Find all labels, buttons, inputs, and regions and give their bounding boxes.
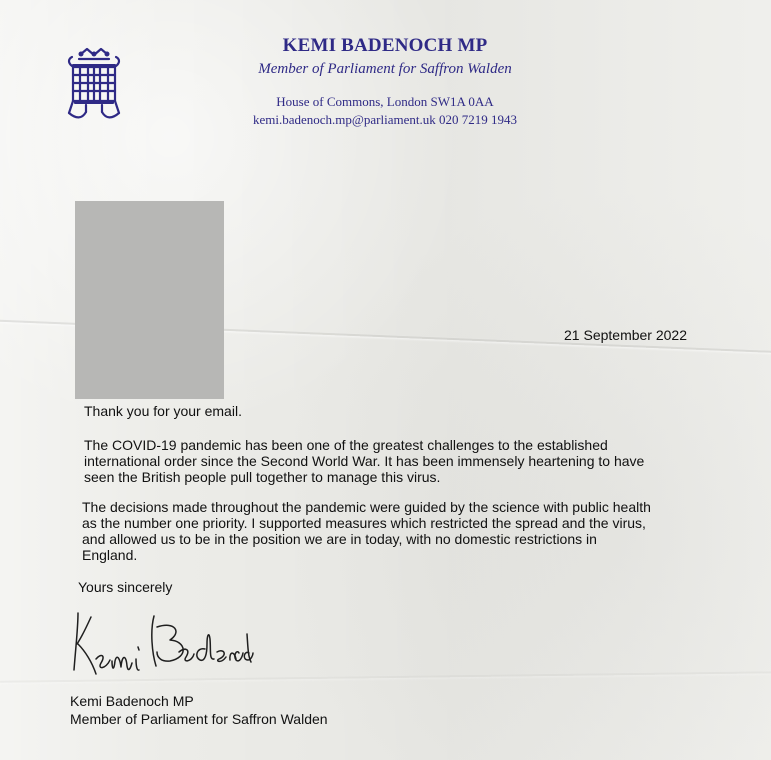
paragraph-line: England.: [82, 547, 138, 563]
paragraph-line: The decisions made throughout the pandemic were guided by the science with public health: [82, 499, 651, 515]
contact-line: kemi.badenoch.mp@parliament.uk 020 7219 1943: [253, 112, 517, 127]
redacted-recipient-block: [75, 201, 224, 399]
letter-paragraph-1: [84, 437, 704, 485]
letter-closing: Yours sincerely: [78, 579, 173, 595]
paragraph-line: and allowed us to be in the position we are in today, with no domestic restrictions in: [82, 531, 597, 547]
mp-name-heading: KEMI BADENOCH MP: [282, 35, 488, 56]
office-address: House of Commons, London SW1A 0AA: [276, 94, 494, 109]
letter-paragraph-2: [82, 499, 708, 563]
handwritten-signature: [66, 604, 254, 680]
mp-role-heading: Member of Parliament for Saffron Walden: [258, 61, 512, 77]
portcullis-icon: [64, 47, 124, 120]
letter-greeting: Thank you for your email.: [84, 403, 242, 419]
paragraph-line: as the number one priority. I supported measures which restricted the spread and the virus,: [82, 515, 646, 531]
letter-date: 21 September 2022: [564, 327, 687, 343]
signoff-name: Kemi Badenoch MP: [70, 693, 194, 709]
paragraph-line: international order since the Second World War. It has been immensely heartening to have: [84, 453, 645, 469]
paragraph-line: seen the British people pull together to manage this virus.: [84, 469, 441, 485]
signoff-role: Member of Parliament for Saffron Walden: [70, 711, 328, 727]
paragraph-line: The COVID-19 pandemic has been one of the greatest challenges to the established: [84, 437, 608, 453]
